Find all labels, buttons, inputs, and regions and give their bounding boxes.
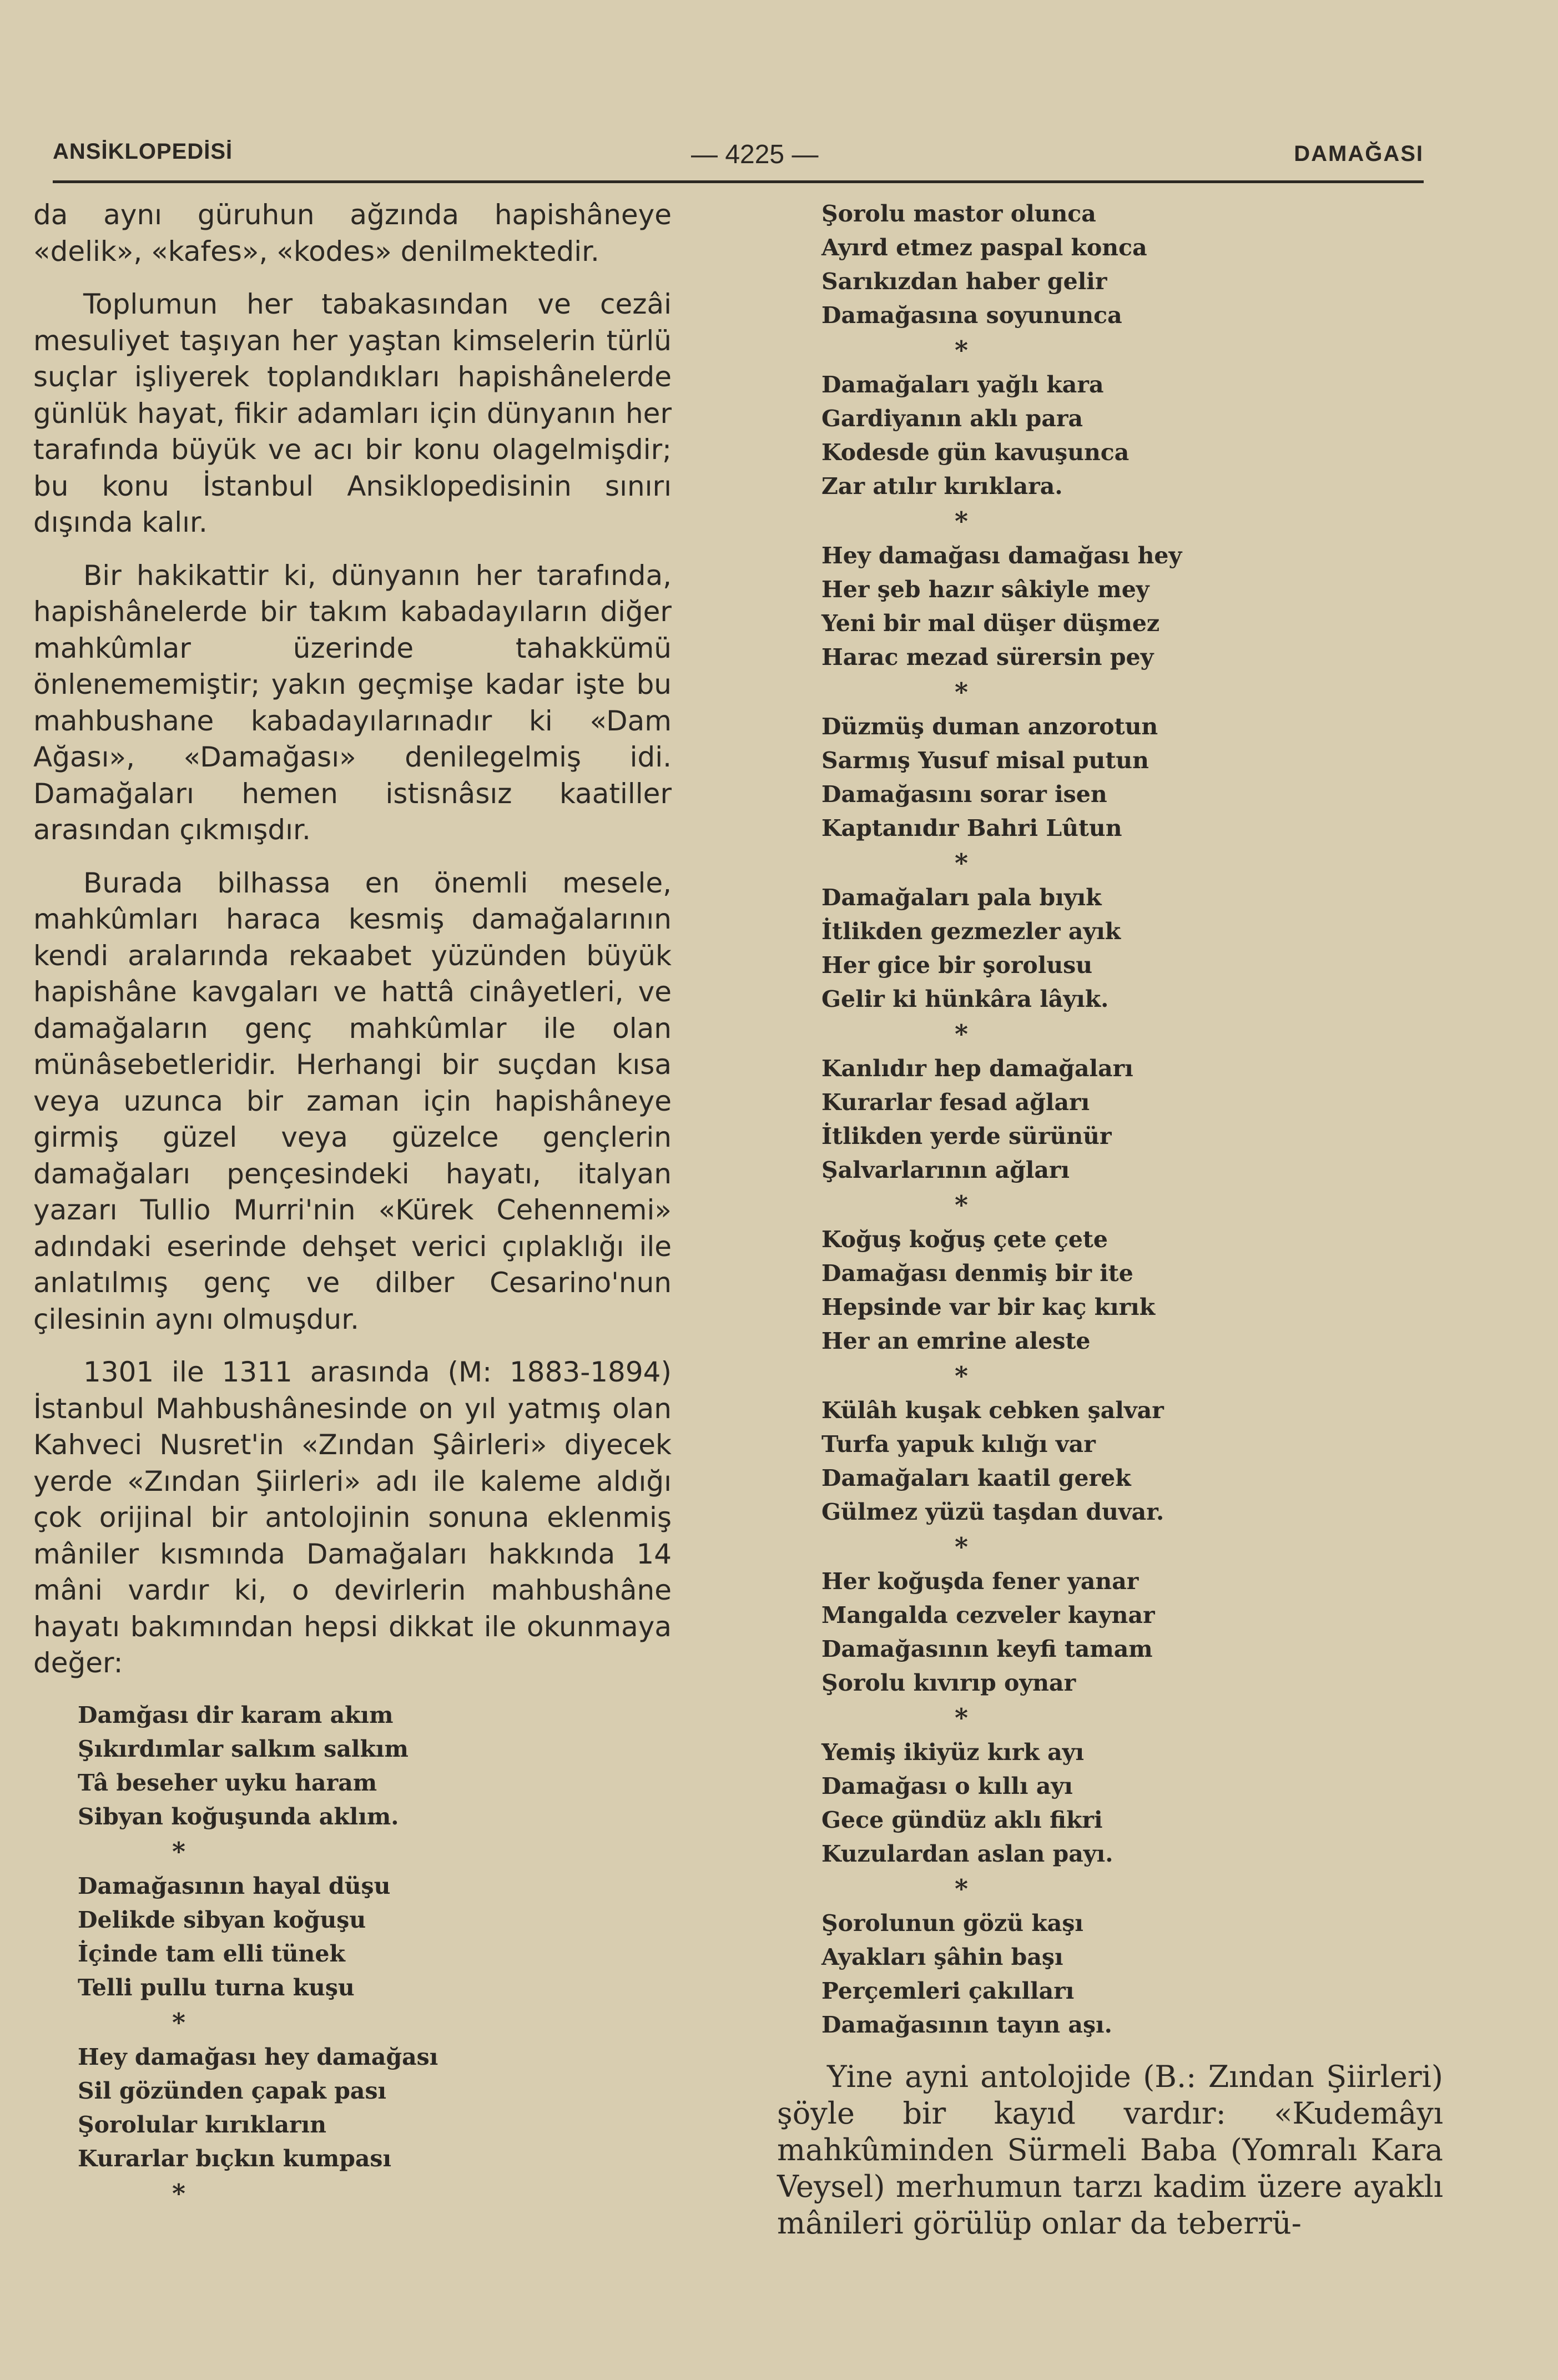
stanza-separator: *: [955, 1874, 969, 1904]
header-left: ANSİKLOPEDİSİ: [53, 139, 233, 164]
verse-line: Sarıkızdan haber gelir: [821, 268, 1107, 295]
stanza-separator: *: [955, 1703, 969, 1733]
verse-line: Şıkırdımlar salkım salkım: [78, 1735, 409, 1762]
mani-stanza: [821, 368, 1443, 503]
header-right: DAMAĞASI: [1294, 142, 1424, 166]
verse-line: Damağaları kaatil gerek: [821, 1465, 1131, 1491]
mani-stanza: [821, 1565, 1443, 1700]
stanza-separator: *: [172, 2007, 186, 2038]
verse-line: İtlikden gezmezler ayık: [821, 918, 1121, 945]
verse-line: Hepsinde var bir kaç kırık: [821, 1294, 1156, 1320]
verse-line: Damağasını sorar isen: [821, 781, 1107, 808]
verse-line: Tâ beseher uyku haram: [78, 1769, 377, 1796]
verse-line: Harac mezad sürersin pey: [821, 644, 1154, 670]
verse-line: Her an emrine aleste: [821, 1328, 1091, 1354]
left-column: [33, 197, 672, 2211]
verse-line: İtlikden yerde sürünür: [821, 1123, 1112, 1149]
stanza-separator: *: [955, 1190, 969, 1220]
right-column: [777, 197, 1443, 2242]
paragraph: da aynı güruhun ağzında hapishâneye «delik», «kafes», «kodes» denilmektedir.: [33, 199, 672, 268]
verse-line: Şorolular kırıkların: [78, 2111, 326, 2138]
verse-line: Hey damağası damağası hey: [821, 542, 1182, 569]
stanza-separator: *: [955, 1361, 969, 1391]
verse-line: Her koğuşda fener yanar: [821, 1568, 1139, 1595]
verse-line: Şalvarlarının ağları: [821, 1157, 1070, 1183]
verse-line: Delikde sibyan koğuşu: [78, 1906, 366, 1933]
verse-line: Ayırd etmez paspal konca: [821, 234, 1147, 261]
page-number: — 4225 —: [691, 140, 819, 169]
verse-line: Damağaları pala bıyık: [821, 884, 1102, 911]
verse-line: Mangalda cezveler kaynar: [821, 1602, 1155, 1628]
verse-line: Gelir ki hünkâra lâyık.: [821, 986, 1109, 1012]
verse-line: Damağasının hayal düşu: [78, 1872, 391, 1899]
verse-line: Telli pullu turna kuşu: [78, 1974, 355, 2001]
stanza-separator: *: [955, 677, 969, 707]
mani-stanza: [821, 1907, 1443, 2042]
paragraph: Bir hakikattir ki, dünyanın her tarafında, hapishânelerde bir takım kabadayıların diğer mahkûmlar üzerinde tahakkümü önlenememiştir; yakın geçmişe kadar işte bu mahbushane kabadayılarınadır ki «Dam Ağası», «Damağası» denilegelmiş idi. Damağaları hemen istisnâsız kaatiller arasından çıkmışdır.: [33, 559, 672, 846]
stanza-separator: *: [955, 1532, 969, 1562]
verse-line: Turfa yapuk kılığı var: [821, 1431, 1096, 1458]
verse-line: Kurarlar bıçkın kumpası: [78, 2145, 392, 2172]
stanza-separator: *: [955, 848, 969, 878]
verse-line: Damağasının tayın aşı.: [821, 2011, 1112, 2038]
mani-stanza: [821, 1736, 1443, 1871]
verse-line: Her gice bir şorolusu: [821, 952, 1093, 979]
verse-line: Zar atılır kırıklara.: [821, 473, 1063, 500]
verse-line: Külâh kuşak cebken şalvar: [821, 1397, 1164, 1424]
verse-line: Düzmüş duman anzorotun: [821, 713, 1158, 740]
mani-stanza: [78, 1698, 672, 1834]
verse-line: Gece gündüz aklı fikri: [821, 1807, 1103, 1833]
verse-line: Hey damağası hey damağası: [78, 2043, 438, 2070]
verse-line: Damağasına soyununca: [821, 302, 1122, 329]
mani-stanza: [821, 1394, 1443, 1529]
verse-line: Damağaları yağlı kara: [821, 371, 1104, 398]
verse-line: Şorolu kıvırıp oynar: [821, 1670, 1076, 1696]
stanza-separator: *: [955, 335, 969, 365]
verse-line: Damağası o kıllı ayı: [821, 1773, 1073, 1799]
verse-line: Ayakları şâhin başı: [821, 1944, 1063, 1970]
verse-line: Damağası denmiş bir ite: [821, 1260, 1133, 1287]
verse-line: Şorolu mastor olunca: [821, 200, 1096, 227]
verse-line: Gülmez yüzü taşdan duvar.: [821, 1499, 1164, 1525]
verse-line: Sarmış Yusuf misal putun: [821, 747, 1149, 774]
verse-line: Damğası dir karam akım: [78, 1701, 394, 1728]
mani-stanza: [821, 1223, 1443, 1358]
verse-line: Gardiyanın aklı para: [821, 405, 1083, 432]
verse-line: Perçemleri çakılları: [821, 1978, 1075, 2004]
verse-line: Sil gözünden çapak pası: [78, 2077, 387, 2104]
paragraph: Burada bilhassa en önemli mesele, mahkûmları haraca kesmiş damağalarının kendi aralarında rekaabet yüzünden büyük hapishâne kavgaları ve hattâ cinâyetleri, ve damağaların genç mahkûmlar ile olan münâsebetleridir. Herhangi bir suçdan kısa veya uzunca bir zaman için hapishâneye girmiş güzel veya güzelce gençlerin damağaları pençesindeki hayatı, italyan yazarı Tullio Murri'nin «Kürek Cehennemi» adındaki eserinde dehşet verici çıplaklığı ile anlatılmış genç ve dilber Cesarino'nun çilesinin aynı olmuşdur.: [33, 866, 672, 1335]
stanza-separator: *: [955, 506, 969, 536]
mani-stanza: [78, 1869, 672, 2005]
mani-stanza: [821, 197, 1443, 332]
mani-stanza: [821, 710, 1443, 845]
mani-stanza: [821, 539, 1443, 674]
header-rule: [53, 180, 1424, 183]
stanza-separator: *: [172, 2178, 186, 2208]
verse-line: Kodesde gün kavuşunca: [821, 439, 1130, 466]
verse-line: Yemiş ikiyüz kırk ayı: [821, 1739, 1085, 1766]
mani-stanza: [78, 2040, 672, 2176]
verse-line: Kurarlar fesad ağları: [821, 1089, 1090, 1116]
verse-line: Kuzulardan aslan payı.: [821, 1841, 1113, 1867]
verse-line: Her şeb hazır sâkiyle mey: [821, 576, 1149, 603]
mani-stanza: [821, 881, 1443, 1016]
mani-stanza: [821, 1052, 1443, 1187]
paragraph: 1301 ile 1311 arasında (M: 1883-1894) İstanbul Mahbushânesinde on yıl yatmış olan Kahveci Nusret'in «Zından Şâirleri» diyecek yerde «Zından Şiirleri» adı ile kaleme aldığı çok orijinal bir antolojinin sonuna eklenmiş mâniler kısmında Damağaları hakkında 14 mâni vardır ki, o devirlerin mahbushâne hayatı bakımından hepsi dikkat ile okunmaya değer:: [33, 1356, 672, 1679]
verse-line: Yeni bir mal düşer düşmez: [821, 610, 1160, 637]
page-header: [53, 136, 1424, 175]
verse-line: İçinde tam elli tünek: [78, 1940, 345, 1967]
verse-line: Şorolunun gözü kaşı: [821, 1910, 1084, 1937]
closing-paragraph: Yine ayni antolojide (B.: Zından Şiirleri) şöyle bir kayıd vardır: «Kudemâyı mahkûminden Sürmeli Baba (Yomralı Kara Veysel) merhumun tarzı kadim üzere ayaklı mânileri görülüp onlar da teberrü-: [777, 2059, 1443, 2241]
verse-line: Koğuş koğuş çete çete: [821, 1226, 1108, 1253]
stanza-separator: *: [172, 1836, 186, 1867]
verse-line: Sibyan koğuşunda aklım.: [78, 1803, 399, 1830]
verse-line: Kaptanıdır Bahri Lûtun: [821, 815, 1122, 841]
verse-line: Kanlıdır hep damağaları: [821, 1055, 1133, 1082]
paragraph: Toplumun her tabakasından ve cezâi mesuliyet taşıyan her yaştan kimselerin türlü suçlar işliyerek toplandıkları hapishânelerde günlük hayat, fikir adamları için dünyanın her tarafında büyük ve acı bir konu olagelmişdir; bu konu İstanbul Ansiklopedisinin sınırı dışında kalır.: [33, 288, 672, 538]
verse-line: Damağasının keyfi tamam: [821, 1636, 1153, 1662]
stanza-separator: *: [955, 1019, 969, 1049]
